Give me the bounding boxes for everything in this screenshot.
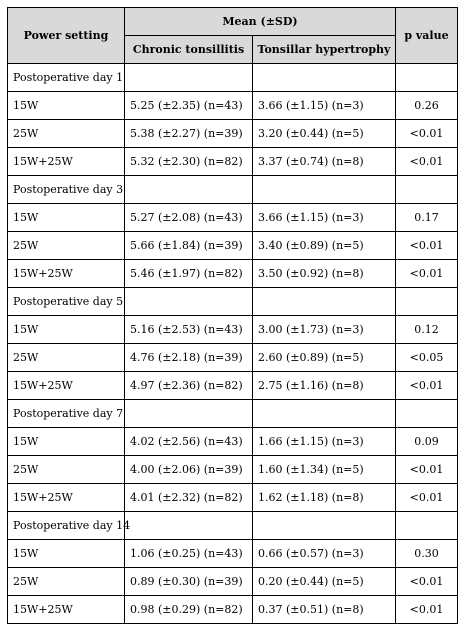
chronic-cell: 0.98 (±0.29) (n=82): [125, 596, 253, 624]
setting-cell: 15W: [8, 92, 125, 120]
chronic-cell: 4.02 (±2.56) (n=43): [125, 428, 253, 456]
day-label: Postoperative day 7: [8, 400, 125, 428]
table-body: [8, 64, 458, 624]
day-label: Postoperative day 14: [8, 512, 125, 540]
hypertrophy-cell: 1.60 (±1.34) (n=5): [253, 456, 396, 484]
chronic-cell: 5.66 (±1.84) (n=39): [125, 232, 253, 260]
chronic-cell: 4.76 (±2.18) (n=39): [125, 344, 253, 372]
empty-cell: [253, 176, 396, 204]
header-tonsillar-hypertrophy: Tonsillar hypertrophy: [253, 36, 396, 64]
setting-cell: 15W+25W: [8, 148, 125, 176]
hypertrophy-cell: 2.75 (±1.16) (n=8): [253, 372, 396, 400]
results-table: [7, 7, 458, 624]
empty-cell: [253, 64, 396, 92]
p-value-cell: <0.01: [396, 148, 458, 176]
chronic-cell: 4.00 (±2.06) (n=39): [125, 456, 253, 484]
header-chronic-tonsillitis: Chronic tonsillitis: [125, 36, 253, 64]
setting-cell: 15W: [8, 428, 125, 456]
day-label: Postoperative day 5: [8, 288, 125, 316]
empty-cell: [396, 176, 458, 204]
setting-cell: 15W: [8, 204, 125, 232]
setting-cell: 15W+25W: [8, 260, 125, 288]
table-row: [8, 120, 458, 148]
hypertrophy-cell: 0.37 (±0.51) (n=8): [253, 596, 396, 624]
chronic-cell: 5.46 (±1.97) (n=82): [125, 260, 253, 288]
day-label: Postoperative day 3: [8, 176, 125, 204]
chronic-cell: 4.01 (±2.32) (n=82): [125, 484, 253, 512]
table-row: [8, 456, 458, 484]
hypertrophy-cell: 0.66 (±0.57) (n=3): [253, 540, 396, 568]
chronic-cell: 0.89 (±0.30) (n=39): [125, 568, 253, 596]
setting-cell: 15W+25W: [8, 484, 125, 512]
hypertrophy-cell: 1.62 (±1.18) (n=8): [253, 484, 396, 512]
p-value-cell: <0.01: [396, 596, 458, 624]
empty-cell: [125, 400, 253, 428]
table-row: [8, 540, 458, 568]
day-row: [8, 176, 458, 204]
empty-cell: [396, 400, 458, 428]
p-value-cell: <0.01: [396, 260, 458, 288]
setting-cell: 25W: [8, 456, 125, 484]
table-row: [8, 232, 458, 260]
day-label: Postoperative day 1: [8, 64, 125, 92]
day-row: [8, 64, 458, 92]
p-value-cell: 0.30: [396, 540, 458, 568]
chronic-cell: 5.25 (±2.35) (n=43): [125, 92, 253, 120]
setting-cell: 25W: [8, 232, 125, 260]
empty-cell: [396, 512, 458, 540]
empty-cell: [253, 288, 396, 316]
p-value-cell: <0.01: [396, 372, 458, 400]
table-row: [8, 92, 458, 120]
table-row: [8, 372, 458, 400]
table-row: [8, 260, 458, 288]
hypertrophy-cell: 3.50 (±0.92) (n=8): [253, 260, 396, 288]
hypertrophy-cell: 0.20 (±0.44) (n=5): [253, 568, 396, 596]
setting-cell: 15W+25W: [8, 596, 125, 624]
p-value-cell: <0.01: [396, 456, 458, 484]
p-value-cell: <0.01: [396, 120, 458, 148]
p-value-cell: 0.12: [396, 316, 458, 344]
chronic-cell: 5.38 (±2.27) (n=39): [125, 120, 253, 148]
empty-cell: [396, 64, 458, 92]
hypertrophy-cell: 3.20 (±0.44) (n=5): [253, 120, 396, 148]
table-row: [8, 316, 458, 344]
hypertrophy-cell: 1.66 (±1.15) (n=3): [253, 428, 396, 456]
p-value-cell: 0.17: [396, 204, 458, 232]
table-row: [8, 204, 458, 232]
chronic-cell: 5.32 (±2.30) (n=82): [125, 148, 253, 176]
table-row: [8, 484, 458, 512]
hypertrophy-cell: 2.60 (±0.89) (n=5): [253, 344, 396, 372]
empty-cell: [125, 288, 253, 316]
header-mean-sd: Mean (±SD): [125, 8, 396, 36]
day-row: [8, 288, 458, 316]
p-value-cell: <0.01: [396, 232, 458, 260]
p-value-cell: <0.05: [396, 344, 458, 372]
empty-cell: [396, 288, 458, 316]
table-row: [8, 568, 458, 596]
header-power-setting: Power setting: [8, 8, 125, 64]
hypertrophy-cell: 3.00 (±1.73) (n=3): [253, 316, 396, 344]
empty-cell: [253, 512, 396, 540]
table-row: [8, 344, 458, 372]
p-value-cell: 0.09: [396, 428, 458, 456]
setting-cell: 15W: [8, 316, 125, 344]
empty-cell: [253, 400, 396, 428]
table-header: [8, 8, 458, 64]
setting-cell: 15W+25W: [8, 372, 125, 400]
chronic-cell: 5.16 (±2.53) (n=43): [125, 316, 253, 344]
empty-cell: [125, 512, 253, 540]
empty-cell: [125, 64, 253, 92]
header-p-value: p value: [396, 8, 458, 64]
hypertrophy-cell: 3.40 (±0.89) (n=5): [253, 232, 396, 260]
table-row: [8, 148, 458, 176]
chronic-cell: 4.97 (±2.36) (n=82): [125, 372, 253, 400]
table-row: [8, 428, 458, 456]
p-value-cell: <0.01: [396, 484, 458, 512]
hypertrophy-cell: 3.37 (±0.74) (n=8): [253, 148, 396, 176]
p-value-cell: 0.26: [396, 92, 458, 120]
setting-cell: 15W: [8, 540, 125, 568]
setting-cell: 25W: [8, 344, 125, 372]
day-row: [8, 400, 458, 428]
setting-cell: 25W: [8, 568, 125, 596]
table-row: [8, 596, 458, 624]
setting-cell: 25W: [8, 120, 125, 148]
hypertrophy-cell: 3.66 (±1.15) (n=3): [253, 204, 396, 232]
chronic-cell: 1.06 (±0.25) (n=43): [125, 540, 253, 568]
hypertrophy-cell: 3.66 (±1.15) (n=3): [253, 92, 396, 120]
empty-cell: [125, 176, 253, 204]
day-row: [8, 512, 458, 540]
chronic-cell: 5.27 (±2.08) (n=43): [125, 204, 253, 232]
p-value-cell: <0.01: [396, 568, 458, 596]
